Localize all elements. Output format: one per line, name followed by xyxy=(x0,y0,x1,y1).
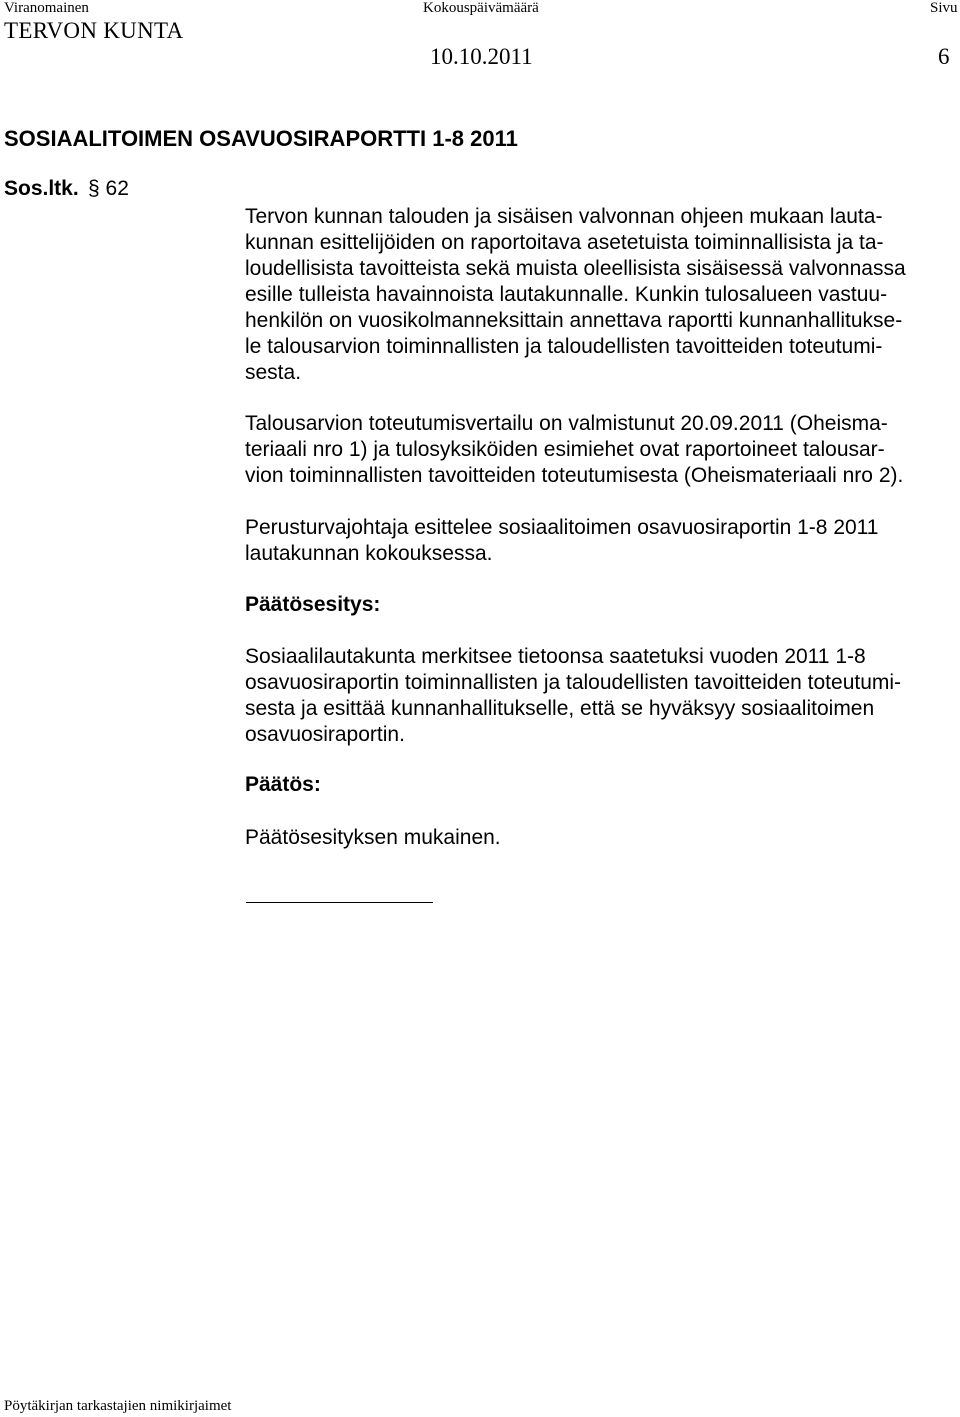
text-line: Talousarvion toteutumisvertailu on valmistunut 20.09.2011 (Oheisma- xyxy=(245,412,888,435)
text-line: loudellisista tavoitteista sekä muista oleellisista sisäisessä valvonnassa xyxy=(245,257,906,280)
text-line: sesta. xyxy=(245,361,302,384)
text-line: sesta ja esittää kunnanhallitukselle, että se hyväksyy sosiaalitoimen xyxy=(245,697,875,720)
header-page-label: Sivu xyxy=(930,0,958,16)
text-line: osavuosiraportin. xyxy=(245,723,405,746)
text-line: Perusturvajohtaja esittelee sosiaalitoimen osavuosiraportin 1-8 2011 xyxy=(245,516,879,539)
section-separator xyxy=(246,902,433,903)
text-line: kunnan esittelijöiden on raportoitava asetetuista toiminnallisista ja ta- xyxy=(245,231,884,254)
text-line: Sosiaalilautakunta merkitsee tietoonsa saatetuksi vuoden 2011 1-8 xyxy=(245,645,866,668)
meeting-date: 10.10.2011 xyxy=(430,44,533,69)
proposal-text xyxy=(245,644,957,748)
text-line: esille tulleista havainnoista lautakunnalle. Kunkin tulosalueen vastuu- xyxy=(245,283,888,306)
text-line: vion toiminnallisten tavoitteiden toteutumisesta (Oheismateriaali nro 2). xyxy=(245,464,904,487)
proposal-heading: Päätösesitys: xyxy=(245,593,381,616)
text-line: le talousarvion toiminnallisten ja taloudellisten tavoitteiden toteutumi- xyxy=(245,335,883,358)
paragraph-budget-comparison xyxy=(245,411,957,489)
section-reference: Sos.ltk. xyxy=(4,177,79,200)
header-authority-label: Viranomainen xyxy=(4,0,89,16)
document-title: SOSIAALITOIMEN OSAVUOSIRAPORTTI 1-8 2011 xyxy=(4,126,518,151)
text-line: teriaali nro 1) ja tulosyksiköiden esimiehet ovat raportoineet talousar- xyxy=(245,438,885,461)
header-meeting-date-label: Kokouspäivämäärä xyxy=(423,0,539,16)
text-line: Tervon kunnan talouden ja sisäisen valvonnan ohjeen mukaan lauta- xyxy=(245,205,883,228)
paragraph-presentation xyxy=(245,515,957,567)
decision-text: Päätösesityksen mukainen. xyxy=(245,826,501,849)
paragraph-intro xyxy=(245,204,957,386)
text-line: lautakunnan kokouksessa. xyxy=(245,542,493,565)
page-number: 6 xyxy=(938,44,950,69)
section-number: § 62 xyxy=(88,177,129,200)
decision-heading: Päätös: xyxy=(245,773,321,796)
organization-name: TERVON KUNTA xyxy=(4,18,184,43)
footer-signature-label: Pöytäkirjan tarkastajien nimikirjaimet xyxy=(4,1398,232,1414)
text-line: henkilön on vuosikolmanneksittain annettava raportti kunnanhallitukse- xyxy=(245,309,903,332)
text-line: osavuosiraportin toiminnallisten ja taloudellisten tavoitteiden toteutumi- xyxy=(245,671,902,694)
